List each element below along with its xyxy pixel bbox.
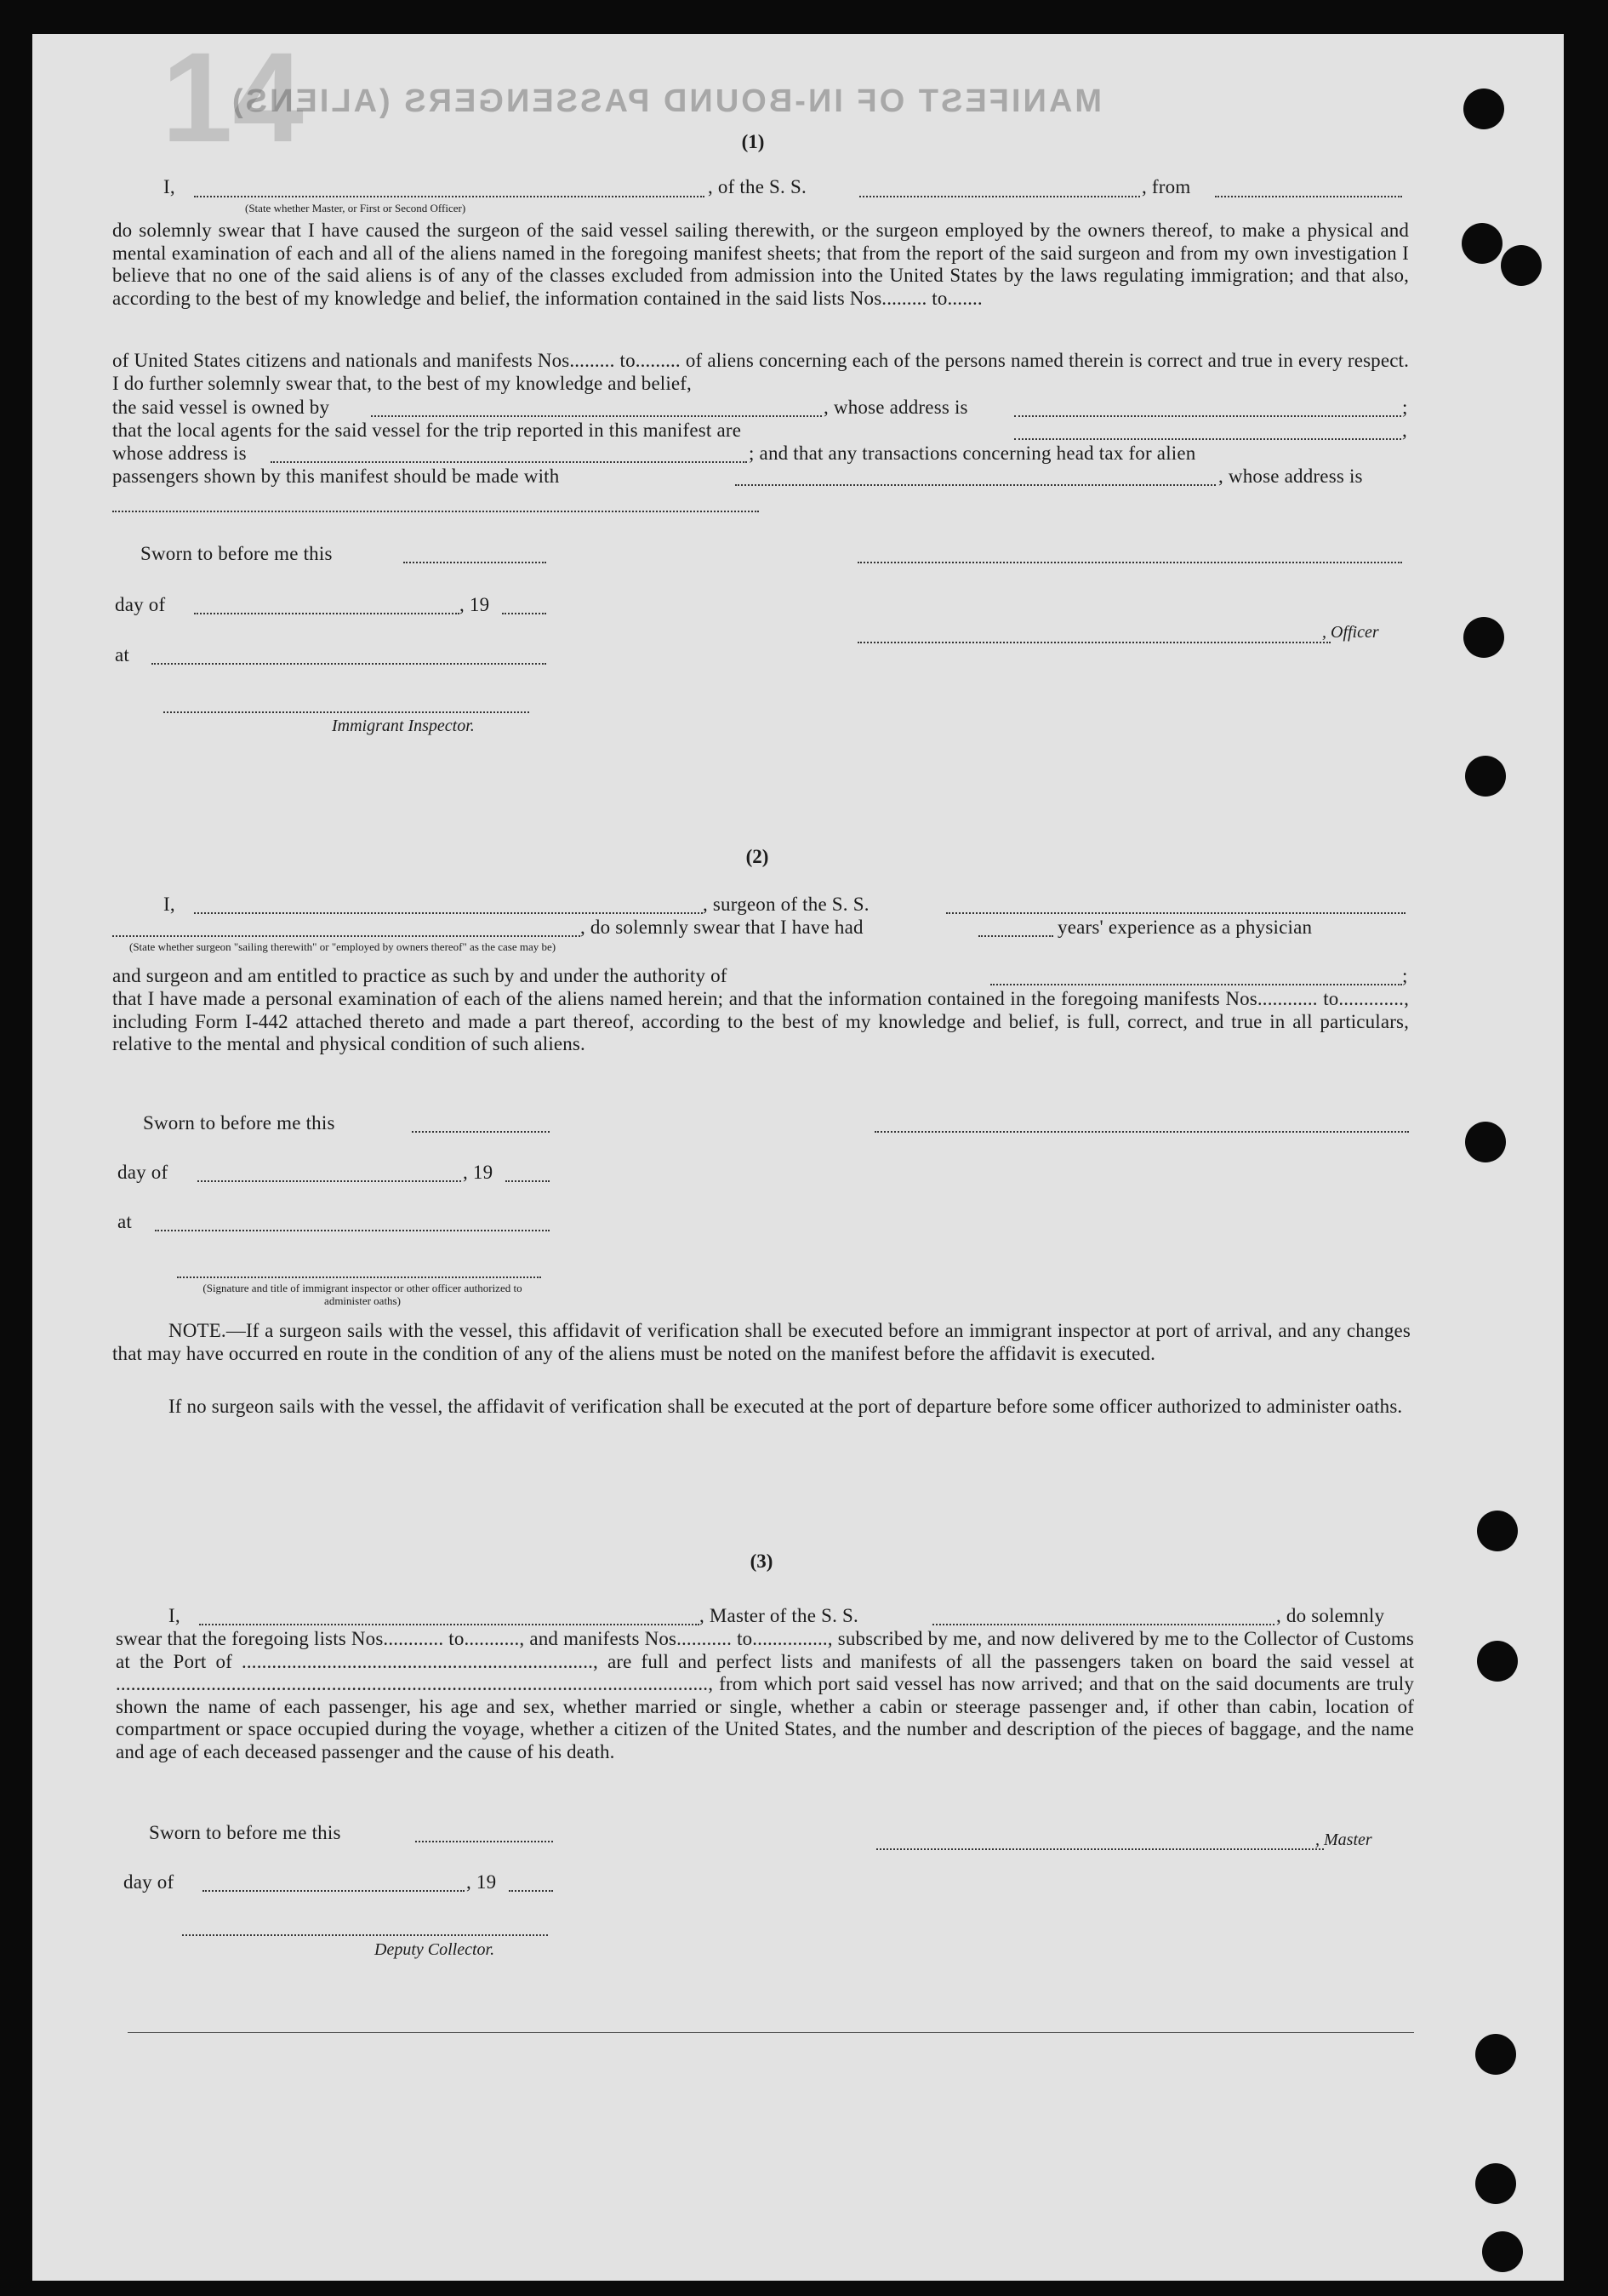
punch-hole — [1477, 1641, 1518, 1682]
section3-heading: (3) — [750, 1551, 773, 1572]
s2-sworn-label: Sworn to before me this — [143, 1112, 335, 1134]
s1-at-field[interactable] — [151, 663, 546, 665]
punch-hole — [1482, 2231, 1523, 2272]
s1-year-field[interactable] — [502, 613, 546, 614]
punch-hole — [1463, 89, 1504, 129]
agents-address-label: whose address is — [112, 443, 247, 464]
bleed-through-title: MANIFEST OF IN-BOUND PASSENGERS (ALIENS) — [230, 83, 1102, 119]
punch-hole — [1477, 1511, 1518, 1551]
section1-oath-text-b: of United States citizens and nationals and manifests Nos......... to......... of aliens concerning each of the persons named therein is correct and true in every respect. I do further solemnly swear that, to the best of my knowledge and belief, — [112, 350, 1409, 394]
s2-i-label: I, — [163, 894, 175, 915]
surgeon-status-field[interactable] — [112, 935, 580, 937]
s3-master-name-field[interactable] — [199, 1624, 699, 1625]
owner-address-label: , whose address is — [824, 397, 968, 418]
s2-year-label: , 19 — [463, 1162, 493, 1183]
years-experience-label: years' experience as a physician — [1058, 917, 1313, 938]
authority-field[interactable] — [990, 984, 1402, 985]
agents-address-field[interactable] — [271, 461, 747, 463]
master-of-ss-label: , Master of the S. S. — [699, 1605, 858, 1626]
punch-hole — [1475, 2034, 1516, 2075]
inspector-signature-field[interactable] — [163, 711, 529, 713]
punch-hole — [1463, 617, 1504, 658]
owned-by-label: the said vessel is owned by — [112, 397, 330, 418]
bleed-through-number: 14 — [162, 26, 304, 160]
officer-signature-field[interactable] — [858, 562, 1402, 563]
section1-heading: (1) — [741, 131, 765, 152]
s2-year-field[interactable] — [505, 1180, 550, 1182]
s3-vessel-field[interactable] — [932, 1624, 1274, 1625]
bottom-rule — [128, 2032, 1414, 2033]
surgeon-status-note: (State whether surgeon "sailing therewith" or "employed by owners thereof" as the case may be) — [129, 940, 556, 953]
s2-vessel-field[interactable] — [946, 912, 1406, 914]
master-rank-note: (State whether Master, or First or Second Officer) — [245, 202, 466, 214]
s1-at-label: at — [115, 644, 129, 665]
s3-day-label: day of — [123, 1871, 174, 1893]
s1-sworn-field[interactable] — [403, 562, 546, 563]
s3-day-field[interactable] — [202, 1890, 465, 1892]
surgeon-of-ss-label: , surgeon of the S. S. — [703, 894, 870, 915]
s3-year-label: , 19 — [466, 1871, 497, 1893]
s1-sworn-label: Sworn to before me this — [140, 543, 333, 564]
punch-hole — [1465, 1122, 1506, 1162]
vessel-name-field[interactable] — [859, 196, 1140, 197]
s3-sworn-field[interactable] — [415, 1841, 553, 1842]
oath-officer-signature-field[interactable] — [177, 1277, 541, 1278]
s1-day-label: day of — [115, 594, 166, 615]
s1-year-label: , 19 — [459, 594, 490, 615]
deputy-collector-label: Deputy Collector. — [374, 1940, 495, 1959]
local-agents-field[interactable] — [1014, 438, 1401, 440]
s3-i-label: I, — [168, 1605, 180, 1626]
section3-oath-text: swear that the foregoing lists Nos............ to..........., and manifests Nos........... to..............., subscribed by me, and now delivered by me to the Collector of Customs at the Port of ......................................................................, are full and perfect lists and manifests of all the passengers taken on board the said vessel at ......................................................................................................................, from which port said vessel has now arrived; and that on the said documents are truly shown the name of each passenger, his age and sex, whether married or single, whether a cabin or steerage passenger and, if other than cabin, location of compartment or space occupied during the voyage, whether a citizen of the United States, and the number and description of the pieces of baggage, and the name and age of each deceased passenger and the cause of his death. — [116, 1628, 1414, 1762]
oath-officer-note: (Signature and title of immigrant inspector or other officer authorized to administer oaths) — [202, 1282, 522, 1307]
section2-oath-text: that I have made a personal examination of each of the aliens named herein; and that the information contained in the foregoing manifests Nos............ to............., including Form I-442 attached thereto and made a part thereof, according to the best of my knowledge and belief, is full, correct, and true in all particulars, relative to the mental and physical condition of such aliens. — [112, 988, 1409, 1054]
s2-at-label: at — [117, 1211, 132, 1232]
s1-of-ss-label: , of the S. S. — [708, 176, 807, 197]
surgeon-note: NOTE.—If a surgeon sails with the vessel, this affidavit of verification shall be executed before an immigrant inspector at port of arrival, and any changes that may have occurred en route in the condition of any of the aliens must be noted on the manifest before the affidavit is executed. — [112, 1320, 1411, 1364]
head-tax-address-label: , whose address is — [1218, 465, 1363, 487]
s2-day-field[interactable] — [197, 1180, 461, 1182]
s1-i-label: I, — [163, 176, 175, 197]
master-signature-field[interactable] — [876, 1848, 1324, 1850]
head-tax-label: ; and that any transactions concerning head tax for alien — [749, 443, 1196, 464]
do-solemnly-label: , do solemnly swear that I have had — [580, 917, 864, 938]
officer-title-field[interactable] — [858, 642, 1331, 643]
s3-do-solemnly-label: , do solemnly — [1276, 1605, 1385, 1626]
local-agents-label: that the local agents for the said vessel for the trip reported in this manifest are — [112, 420, 742, 441]
immigrant-inspector-label: Immigrant Inspector. — [332, 717, 475, 735]
master-name-field[interactable] — [194, 196, 704, 197]
owner-field[interactable] — [371, 415, 822, 417]
from-port-field[interactable] — [1215, 196, 1402, 197]
section1-oath-text-a: do solemnly swear that I have caused the surgeon of the said vessel sailing therewith, or the surgeon employed by the owners thereof, to make a physical and mental examination of each and all of the aliens named in the foregoing manifest sheets; that from the report of the said surgeon and from my own investigation I believe that no one of the said aliens is of any of the classes excluded from admission into the United States by the laws regulating immigration; and that also, according to the best of my knowledge and belief, the information contained in the said lists Nos......... to....... — [112, 220, 1409, 309]
punch-hole — [1465, 756, 1506, 797]
s1-day-field[interactable] — [194, 613, 459, 614]
years-experience-field[interactable] — [978, 935, 1053, 937]
s2-day-label: day of — [117, 1162, 168, 1183]
s2-at-field[interactable] — [155, 1230, 550, 1231]
passengers-label: passengers shown by this manifest should be made with — [112, 465, 560, 487]
punch-hole — [1475, 2163, 1516, 2204]
s3-sworn-label: Sworn to before me this — [149, 1822, 341, 1843]
master-label: , Master — [1315, 1831, 1372, 1849]
s3-year-field[interactable] — [509, 1890, 553, 1892]
collector-signature-field[interactable] — [182, 1934, 548, 1936]
officer-label: , Officer — [1322, 623, 1379, 642]
head-tax-party-field[interactable] — [735, 484, 1216, 486]
section2-heading: (2) — [745, 846, 769, 867]
no-surgeon-note: If no surgeon sails with the vessel, the affidavit of verification shall be executed at the port of departure before some officer authorized to administer oaths. — [168, 1396, 1403, 1417]
s2-sworn-field[interactable] — [412, 1131, 550, 1133]
owner-address-field[interactable] — [1014, 415, 1401, 417]
s1-from-label: , from — [1142, 176, 1191, 197]
surgeon-signature-field[interactable] — [875, 1131, 1409, 1133]
punch-hole — [1462, 223, 1503, 264]
surgeon-name-field[interactable] — [194, 912, 703, 914]
authority-label: and surgeon and am entitled to practice as such by and under the authority of — [112, 965, 727, 986]
punch-hole — [1501, 245, 1542, 286]
head-tax-address-field[interactable] — [112, 511, 759, 512]
